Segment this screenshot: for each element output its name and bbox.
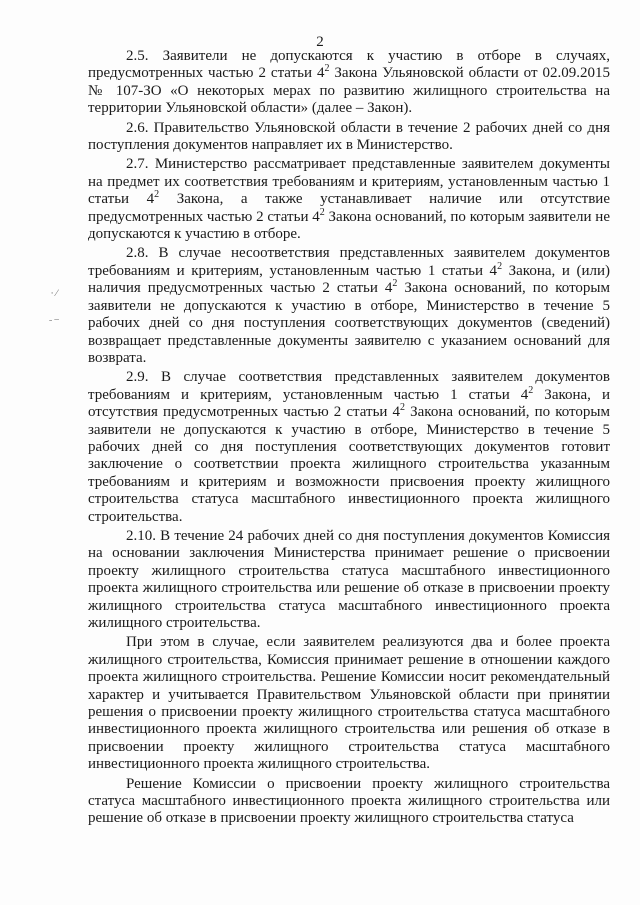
paragraph-text: 2.5. Заявители не допускаются к участию в отборе в случаях, предусмотренных частью 2 статьи 4: [88, 48, 610, 82]
paragraph-text: Закона Ульяновской области от 02.09.2015 № 107-ЗО «О некоторых мерах по развитию жилищного строительства на территории Ульяновской области» (далее – Закон).: [88, 65, 610, 117]
article-superscript: 2: [400, 402, 406, 414]
paragraph-p2-9: [88, 369, 610, 526]
paragraph-text: Решение Комиссии о присвоении проекту жилищного строительства статуса масштабного инвестиционного проекта жилищного строительства или решение об отказе в присвоении проекту жилищного строительства статуса: [88, 775, 610, 827]
paragraph-text: При этом в случае, если заявителем реализуются два и более проекта жилищного строительства, Комиссия принимает решение в отношении каждого проекта жилищного строительства. Решение Комиссии носит рекомендательный характер и учитывается Правительством Ульяновской области при принятии решения о присвоении проекту жилищного строительства статуса масштабного инвестиционного проекта жилищного строительства или решения об отказе в присвоении проекту жилищного строительства статуса масштабного инвестиционного проекта жилищного строительства.: [88, 634, 610, 773]
paragraph-p2-5: [88, 48, 610, 118]
article-superscript: 2: [319, 206, 325, 218]
paragraph-text: 2.7. Министерство рассматривает представленные заявителем документы на предмет их соответствия требованиям и критериям, установленным частью 1 статьи 4: [88, 156, 610, 208]
paragraph-p2-8: [88, 245, 610, 367]
paragraph-text: 2.10. В течение 24 рабочих дней со дня поступления документов Комиссия на основании заключения Министерства принимает решение о присвоении проекту жилищного строительства статуса масштабного инвестиционного проекта жилищного строительства или решение об отказе в присвоении проекту жилищного строительства статуса масштабного инвестиционного проекта жилищного строительства.: [88, 527, 610, 631]
paragraph-p2-6: [88, 120, 610, 155]
paragraph-text: Закона оснований, по которым заявители не допускаются к участию в отборе, Министерство в течение 5 рабочих дней со дня поступления соответствующих документов готовит заключение о соответствии проекта жилищного строительства указанным требованиям и критериям и возможности присвоения проекту жилищного строительства статуса масштабного инвестиционного проекта жилищного строительства.: [88, 404, 610, 525]
paragraph-p2-10: [88, 528, 610, 632]
article-superscript: 2: [324, 63, 330, 75]
paragraph-text: 2.8. В случае несоответствия представленных заявителем документов требованиям и критериям, установленным частью 1 статьи 4: [88, 245, 610, 279]
paragraph-text: Закона оснований, по которым заявители не допускаются к участию в отборе.: [88, 208, 610, 243]
paragraph-text: 2.9. В случае соответствия представленных заявителем документов требованиям и критериям, установленным частью 1 статьи 4: [88, 369, 610, 403]
margin-scan-mark: · ⁄: [50, 288, 58, 298]
paragraph-text: Закона, и отсутствия предусмотренных частью 2 статьи 4: [88, 386, 610, 421]
paragraph-text: 2.6. Правительство Ульяновской области в течение 2 рабочих дней со дня поступления документов направляет их в Министерство.: [88, 119, 610, 154]
paragraph-text: Закона, а также устанавливает наличие или отсутствие предусмотренных частью 2 статьи 4: [88, 191, 610, 225]
article-superscript: 2: [528, 384, 534, 396]
article-superscript: 2: [154, 189, 160, 201]
document-body: [88, 48, 610, 830]
article-superscript: 2: [497, 260, 503, 272]
margin-scan-mark: ˉ ¯: [49, 318, 59, 328]
paragraph-p-two-or-more: [88, 634, 610, 773]
page-number: 2: [316, 34, 324, 50]
paragraph-p2-7: [88, 156, 610, 243]
paragraph-text: Закона оснований, по которым заявители не допускаются к участию в отборе, Министерство в течение 5 рабочих дней со дня поступления соответствующих документов (сведений) возвращает представленные документы заявителю с указанием оснований для возврата.: [88, 280, 610, 366]
article-superscript: 2: [392, 278, 398, 290]
paragraph-p-decision: [88, 776, 610, 828]
paragraph-text: Закона, и (или) наличия предусмотренных частью 2 статьи 4: [88, 262, 610, 297]
